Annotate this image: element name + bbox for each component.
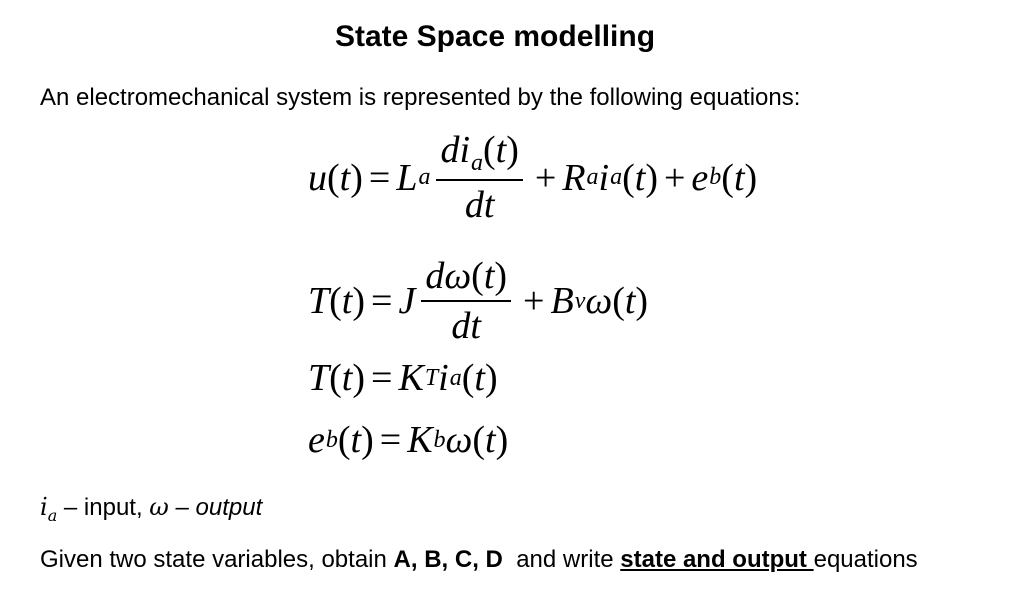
input-label: – input,	[57, 494, 150, 521]
output-label: – output	[168, 494, 263, 521]
task-middle: and write	[502, 546, 621, 573]
task-matrices: A, B, C, D	[393, 546, 503, 573]
input-symbol: i	[40, 493, 48, 521]
fraction-domega-dt: $\frac{d\omega(t)}{dt}$	[421, 254, 511, 348]
task-emphasis: state and output	[620, 546, 814, 573]
input-output-line	[40, 493, 262, 525]
output-symbol: ω	[149, 493, 169, 521]
equation-torque-constant: T ( t ) = K T i a ( t )	[308, 357, 498, 399]
equation-armature: u ( t ) = L a $\frac{di_a(t)}{dt}$ + R a i a ( t ) + e b ( t )	[308, 129, 758, 226]
intro-text: An electromechanical system is represented by the following equations:	[40, 84, 801, 111]
page-title: State Space modelling	[334, 20, 656, 53]
task-suffix: equations	[813, 546, 918, 573]
equation-back-emf: e b ( t ) = K b ω ( t )	[308, 419, 509, 461]
task-prefix: Given two state variables, obtain	[40, 546, 394, 573]
task-instruction	[40, 546, 918, 574]
fraction-dia-dt: $\frac{di_a(t)}{dt}$	[436, 128, 522, 227]
equation-torque-dynamics: T ( t ) = J $\frac{d\omega(t)}{dt}$ + B v ω ( t )	[308, 255, 649, 347]
input-subscript: a	[47, 505, 58, 525]
